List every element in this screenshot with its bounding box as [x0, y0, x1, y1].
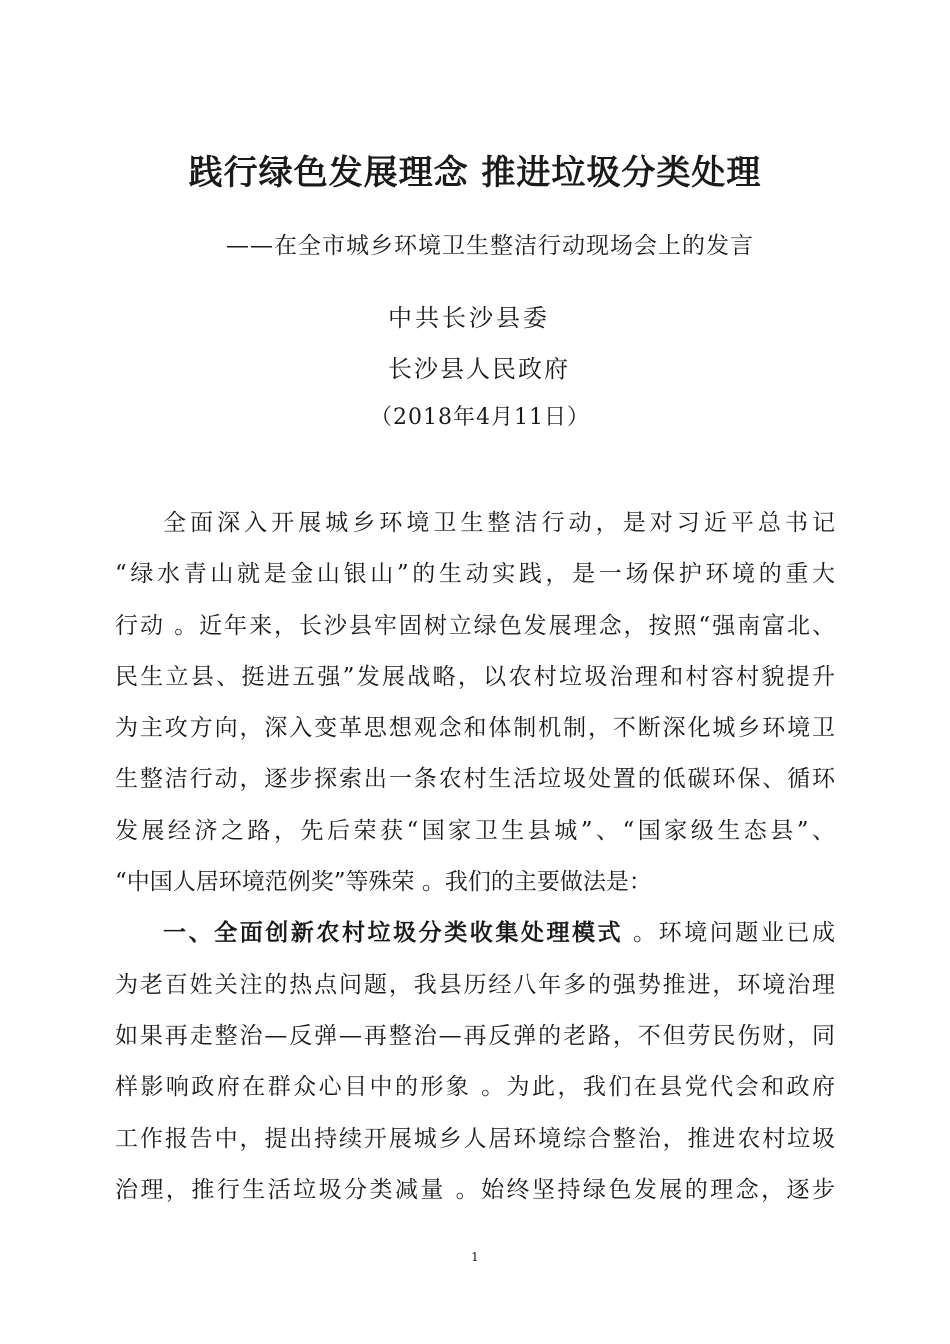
paragraph-line: 为主攻方向，深入变革思想观念和体制机制，不断深化城乡环境卫	[115, 715, 835, 742]
paragraph-line: 发展经济之路，先后荣获“国家卫生县城”、“国家级生态县”、	[115, 817, 835, 844]
paragraph-line: 为老百姓关注的热点问题，我县历经八年多的强势推进，环境治理	[115, 971, 835, 998]
document-subtitle: ——在全市城乡环境卫生整洁行动现场会上的发言	[226, 233, 754, 259]
document-date: （2018年4月11日）	[370, 405, 590, 430]
section-heading-line	[115, 908, 835, 959]
paragraph-line: 民生立县、挺进五强”发展战略，以农村垃圾治理和村容村貌提升	[115, 663, 835, 690]
document-title: 践行绿色发展理念 推进垃圾分类处理	[188, 153, 762, 193]
paragraph-line: “中国人居环境范例奖”等殊荣 。我们的主要做法是：	[115, 869, 652, 896]
document-body	[115, 498, 835, 1216]
paragraph-line: 行动 。近年来，长沙县牢固树立绿色发展理念，按照“强南富北、	[115, 612, 835, 639]
author-party-committee: 中共长沙县委	[388, 304, 550, 332]
paragraph-line: 治理，推行生活垃圾分类减量 。始终坚持绿色发展的理念，逐步	[115, 1176, 835, 1203]
page-number: 1	[471, 1250, 479, 1264]
paragraph-line: 工作报告中，提出持续开展城乡人居环境综合整治，推进农村垃圾	[115, 1125, 835, 1152]
section-heading-continuation: 。环境问题业已成	[623, 920, 835, 947]
section-heading: 一、全面创新农村垃圾分类收集处理模式	[163, 920, 624, 947]
paragraph-line: 全面深入开展城乡环境卫生整洁行动，是对习近平总书记	[163, 510, 835, 536]
paragraph-line: 样影响政府在群众心目中的形象 。为此，我们在县党代会和政府	[115, 1074, 835, 1101]
paragraph-line: 如果再走整治—反弹—再整治—再反弹的老路，不但劳民伤财，同	[115, 1022, 835, 1049]
paragraph-line: 生整洁行动，逐步探索出一条农村生活垃圾处置的低碳环保、循环	[115, 766, 835, 793]
author-county-government: 长沙县人民政府	[388, 355, 570, 383]
paragraph-line: “绿水青山就是金山银山”的生动实践，是一场保护环境的重大	[115, 561, 835, 588]
